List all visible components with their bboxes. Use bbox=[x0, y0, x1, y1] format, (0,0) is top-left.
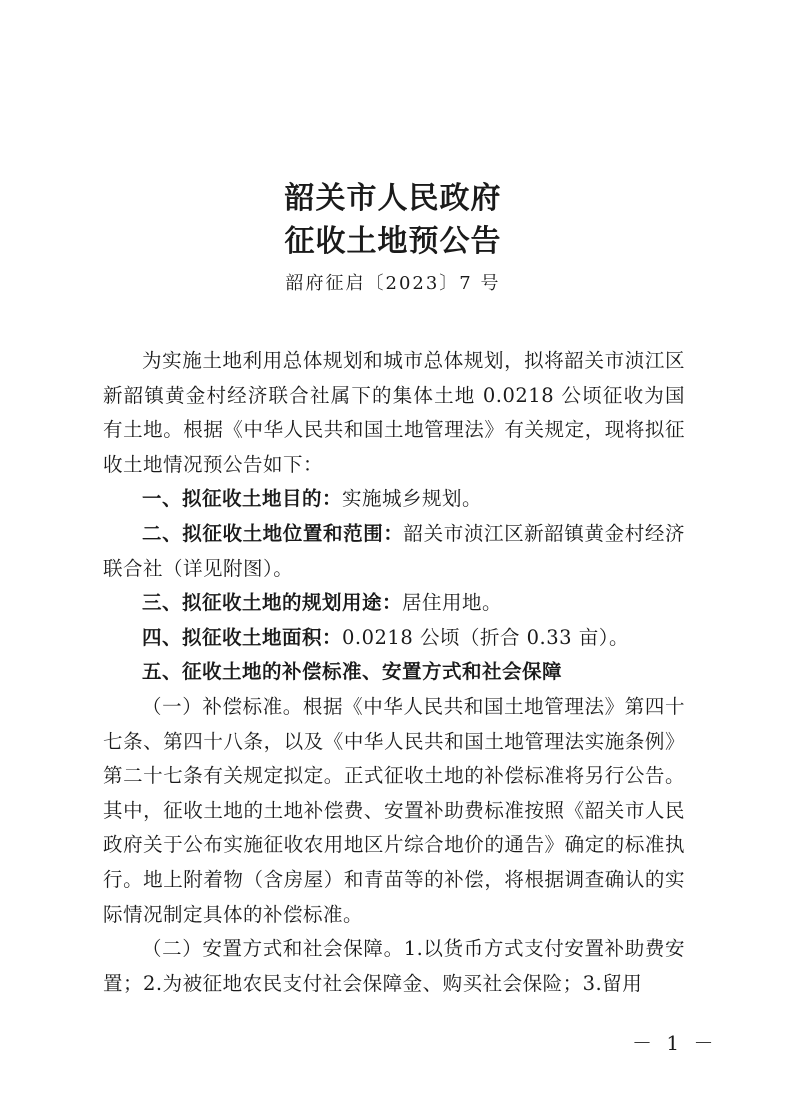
item-area-label: 四、拟征收土地面积： bbox=[142, 625, 343, 649]
item-usage-text: 居住用地。 bbox=[402, 591, 503, 615]
item-purpose-label: 一、拟征收土地目的： bbox=[142, 487, 343, 511]
compensation-standard-paragraph: （一）补偿标准。根据《中华人民共和国土地管理法》第四十七条、第四十八条，以及《中华人民共和国土地管理法实施条例》第二十七条有关规定拟定。正式征收土地的补偿标准将另行公告。其中，征收土地的土地补偿费、安置补助费标准按照《韶关市人民政府关于公布实施征收农用地区片综合地价的通告》确定的标准执行。地上附着物（含房屋）和青苗等的补偿，将根据调查确认的实际情况制定具体的补偿标准。 bbox=[103, 694, 685, 926]
item-purpose bbox=[103, 482, 685, 517]
item-location-label: 二、拟征收土地位置和范围： bbox=[142, 521, 404, 545]
item-location-text: 韶关市浈江区新韶镇黄金村经济联合社（详见附图）。 bbox=[103, 521, 685, 580]
resettlement-paragraph: （二）安置方式和社会保障。1.以货币方式支付安置补助费安置；2.为被征地农民支付社会保障金、购买社会保险；3.留用 bbox=[103, 937, 685, 995]
document-title-line-2: 征收土地预公告 bbox=[284, 224, 502, 259]
intro-paragraph: 为实施土地利用总体规划和城市总体规划，拟将韶关市浈江区新韶镇黄金村经济联合社属下的集体土地 0.0218 公顷征收为国有土地。根据《中华人民共和国土地管理法》有关规定，现将拟征收土地情况预公告如下： bbox=[103, 349, 685, 476]
item-purpose-text: 实施城乡规划。 bbox=[342, 487, 483, 511]
item-usage-label: 三、拟征收土地的规划用途： bbox=[142, 591, 403, 615]
document-number: 韶府征启〔2023〕7 号 bbox=[285, 273, 501, 294]
item-usage bbox=[103, 586, 685, 621]
item-compensation-heading: 五、征收土地的补偿标准、安置方式和社会保障 bbox=[142, 660, 563, 684]
document-title-line-1: 韶关市人民政府 bbox=[284, 181, 502, 216]
page-number: － 1 － bbox=[632, 1031, 718, 1055]
document-body bbox=[103, 344, 685, 1001]
item-area-text: 0.0218 公顷（折合 0.33 亩）。 bbox=[342, 625, 630, 649]
item-location bbox=[103, 517, 685, 586]
item-area bbox=[103, 621, 685, 656]
